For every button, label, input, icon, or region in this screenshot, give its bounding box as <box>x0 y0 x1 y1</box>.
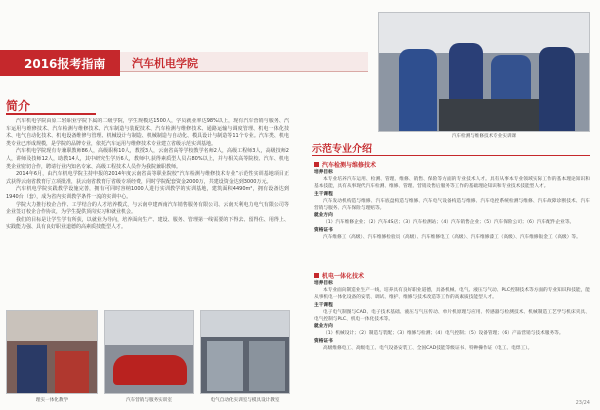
goal-label: 培养目标 <box>314 170 333 175</box>
caption-sales: 汽车营销与服务实训室 <box>126 398 172 403</box>
job-label: 就业方向 <box>314 324 333 330</box>
cert-label: 资格证书 <box>314 227 333 233</box>
college-title: 汽车机电学院 <box>132 57 198 70</box>
cert-text: 高级维修电工、高级电工、电气设备安装工、全国CAD技能等级证书、特种操作证（电工、电焊工）。 <box>323 345 533 351</box>
goal-text: 本专业面向制造业生产一线，培养具有良好职业道德，具备机械、电气、液压与气动、PLC控制技术等方面的专业知识和技能，能从事机电一体化设备的安装、调试、维护、维修与技术改造等工作的高素质技能型人才。 <box>314 288 590 301</box>
course-text: 电子电气制图与CAD、电子技术基础、液压与气压传动、单片机原理与应用、传感器与检测技术、机械制造工艺学与机床夹具、电气控制与PLC、机电一体化技术等。 <box>314 309 590 323</box>
caption-electric: 电气自动化实训室与模具设计教室 <box>210 398 280 403</box>
majors-title: 示范专业介绍 <box>312 144 372 155</box>
course-text: 汽车发动机构造与维修、汽车底盘构造与维修、汽车电气设备构造与维修、汽车电控系统检测与维修、汽车故障诊断技术、汽车营销与服务、汽车保险与理赔等。 <box>314 198 590 212</box>
cert-text: 汽车维修工（高级）、汽车维修检验员（高级）、汽车维修电工（高级）、汽车维修漆工（高级）、汽车维修钣金工（高级）等。 <box>323 234 581 240</box>
goal-label: 培养目标 <box>314 281 333 286</box>
major-auto-details <box>314 169 590 241</box>
major-name: 机电一体化技术 <box>322 273 365 280</box>
intro-paragraph: 汽车机电学院现有专兼职教师86人，高级职称10人，教授3人，云南省高等学校教学名师2人，高级工程师3人，高级技师2人，讲师及技师12人，助教14人，其中研究生学历6人，教师中,获得素质型人员占80%以上，并与相关高等院校、汽车、机电类企业密切合作，聘请行业内知名专家、高级工程技术人员作为我院兼职教师。 <box>6 148 289 170</box>
square-bullet-icon <box>314 162 319 167</box>
caption-teaching: 理实一体化教学 <box>35 398 69 403</box>
intro-paragraph: 汽车机电学院由原二轻职业学院下属的二级学院，学生规模达1500人，学员就业率达98%以上，现有汽车营销与服务、汽车运用与维修技术、汽车检测与维修技术、汽车制造与装配技术、汽车检测与维修技术、通路运输与调度管理、机电一体化技术、电气自动化技术、机电设备维修与管理、机械设计与制造、机械制造与自动化、模具设计与制造等11个专业。汽车类、机电类专业已形成规模，是学院的品牌专业，依托汽车运用与维修技术专业建立省级示范实训基地。 <box>6 118 289 147</box>
job-text: （1）汽车维修企业；（2）汽车4S店；（3）汽车检测站；（4）汽车销售企业；（5）汽车保险公司；（6）汽车配件企业等。 <box>323 220 575 226</box>
course-label: 主干课程 <box>314 302 333 308</box>
job-text: （1）机械设计；（2）制造与装配；（3）维修与检测；（4）电气控制；（5）设备管理；（6）产品营销与技术服务等。 <box>323 331 564 337</box>
intro-paragraph: 2014年6月，由汽车机电学院主持申报的2014年度云南省高等职业院校“汽车检测与维修技术专业”示范性实训基地项目正式获得云南省教育厅立项批准，获云南省教育厅省级专项经费，同时学院配套资金2000万，共建设资金达到3000万元。 <box>6 171 289 185</box>
intro-text <box>6 118 289 306</box>
photo-teaching <box>6 310 98 394</box>
cert-label: 资格证书 <box>314 338 333 344</box>
photo-sales <box>104 310 194 394</box>
major-heading-mechatronics <box>314 271 364 280</box>
square-bullet-icon <box>314 273 319 278</box>
page-number: 23/24 <box>575 400 590 406</box>
intro-paragraph: 学院大力推行校企合作、工学结合的人才培养模式，与云南中建西南汽车销售服务有限公司、云南天利电力电气有限公司等企业签订校企合作协议，为学生提供顶岗实习和就业机会。 <box>6 201 289 216</box>
top-right-caption: 汽车检测与维修技术专业实训课 <box>451 134 517 139</box>
major-heading-auto <box>314 160 376 169</box>
intro-title: 简介 <box>6 99 31 113</box>
course-label: 主干课程 <box>314 191 333 197</box>
top-right-photo <box>378 12 590 132</box>
majors-rule <box>312 155 590 156</box>
intro-rule <box>6 113 96 115</box>
major-mechatronics-details <box>314 280 590 352</box>
intro-paragraph: 汽车机电学院实践教学设施完善，拥有可同时容纳1000人进行实训教学的实训基地，建筑面积4490m²，拥有设备达到1940台（套），成为省内实训教学条件一流的实训中心。 <box>6 186 289 200</box>
major-name: 汽车检测与维修技术 <box>322 162 377 169</box>
photo-electric <box>200 310 290 394</box>
goal-text: 本专业培养汽车运用、检测、管理、维修、销售、保险等方面的专业技术人才。具有从事本专业领域实际工作的基本理论知识和基本技能，具有从事现代汽车检测、维修、管理、营销及售后服务等工作的基础理论知识和专业技术技能型人才。 <box>314 177 590 190</box>
guide-badge: 2016报考指南 <box>0 50 120 76</box>
intro-paragraph: 我们的目标是让学生学有所获，以就业为导向，培养面向生产、建设、服务、管理第一线需要的下得去、留得住、用得上、实践能力强、具有良好职业道德的高素质技能型人才。 <box>6 216 289 231</box>
job-label: 就业方向 <box>314 213 333 219</box>
